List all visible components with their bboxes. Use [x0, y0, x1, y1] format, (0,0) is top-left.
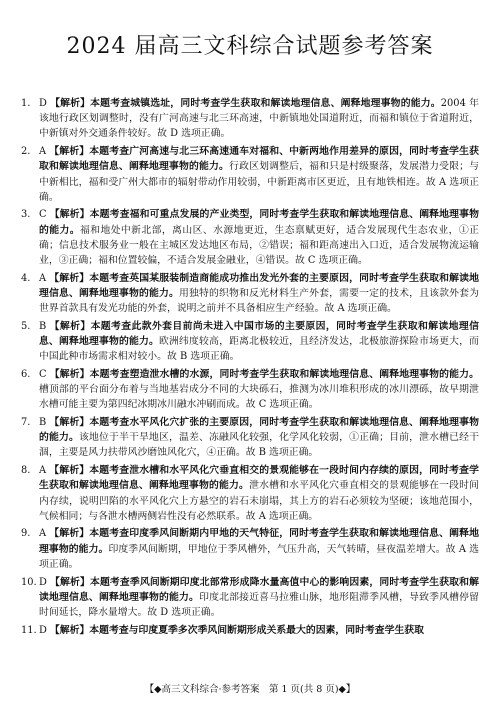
answer-number: 1.	[21, 98, 31, 109]
answer-number: 8.	[21, 465, 31, 477]
analysis-tag: 【解析】	[49, 320, 91, 332]
answer-number: 5.	[21, 320, 31, 332]
answer-choice: C	[39, 209, 47, 221]
analysis-lead: 本题考查城镇选址，同时考查学生获取和解读地理信息、阐释地理事物的能力。	[90, 98, 441, 109]
answer-choice: C	[39, 368, 47, 380]
analysis-lead: 本题考查英国某服装制造商能成功推出发光外套的主要原因，同时考查学生获取和解读地理信息、阐释地理事物的能力。	[39, 272, 479, 299]
analysis-lead: 本题考查水平风化穴扩张的主要原因，同时考查学生获取和解读地理信息、阐释地理事物的能力。	[39, 417, 479, 444]
analysis-lead: 本题考查季风间断期印度北部常形成降水量高值中心的影响因素，同时考查学生获取和解读地理信息、阐释地理事物的能力。	[39, 576, 479, 603]
analysis-body: 欧洲纬度较高，距离北极较近，且经济发达，北极旅游探险市场更大，而中国此种市场需求相对较小。故 B 选项正确。	[39, 336, 479, 363]
answer-choice: D	[39, 98, 47, 109]
answer-number: 4.	[21, 272, 31, 284]
answer-number: 10.	[21, 576, 37, 588]
answer-item	[21, 271, 479, 317]
page-footer: 【◆高三文科综合·参考答案 第 1 页(共 8 页)◆】	[144, 684, 356, 695]
answer-item	[21, 144, 479, 205]
analysis-body: 该地位于半干旱地区，温差、冻融风化较强，化学风化较弱，①正确；目前，泄水槽已经干涸，主要是风力扶带风沙磨蚀风化穴，④正确。故 B 选项正确。	[39, 432, 479, 459]
analysis-body: 行政区划调整后，福和只是村级聚落，发展潜力受限；与中新相比，福和受广州大都市的辐射带动作用较弱，中新距离市区更近，且有地铁相连。故 A 选项正确。	[39, 161, 479, 203]
answer-item	[21, 207, 479, 268]
answer-item	[21, 96, 479, 142]
analysis-tag: 【解析】	[49, 576, 90, 588]
answer-item	[21, 526, 479, 572]
answer-item	[21, 463, 479, 524]
analysis-tag: 【解析】	[49, 417, 90, 429]
analysis-tag: 【解析】	[49, 528, 90, 540]
analysis-body: 福和地处中新北部，离山区、水源地更近，生态禀赋更好，适合发展现代生态农业，①正确；信息技术服务业一般在主城区发达地区布局，②错误；福和距高速出入口近，适合发展物流运输业，③正确；福和位置较偏，不适合发展金融业，④错误。故 C 选项正确。	[39, 224, 479, 267]
analysis-body: 印度北部接近喜马拉雅山脉，地形阻滞季风槽，导致季风槽停留时间延长，降水量增大。故 D 选项正确。	[39, 591, 479, 618]
answer-choice: A	[39, 465, 47, 477]
page-title: 2024 届高三文科综合试题参考答案	[66, 34, 434, 59]
answer-number: 2.	[21, 146, 31, 158]
answer-choice: A	[39, 272, 47, 284]
answer-number: 11.	[21, 624, 37, 636]
analysis-lead: 本题考查福和可重点发展的产业类型，同时考查学生获取和解读地理信息、阐释地理事物的能力。	[39, 209, 479, 236]
analysis-body: 槽顶部的平台面分布着与当地基岩成分不同的大块砾石，推测为冰川堆积形成的冰川漂砾，故早期泄水槽可能主要为第四纪冰期冰川融水冲刷而成。故 C 选项正确。	[39, 384, 479, 411]
analysis-body: 印度季风间断期，甲地位于季风槽外，气压升高，天气转晴，昼夜温差增大。故 A 选项正确。	[39, 543, 479, 570]
analysis-lead: 本题考查塑造泄水槽的水源，同时考查学生获取和解读地理信息、阐释地理事物的能力。	[89, 368, 479, 380]
analysis-body: 泄水槽和水平风化穴垂直相交的景观能够在一段时间内存续，说明凹陷的水平风化穴上方悬空的岩石未崩塌，其上方的岩石必须较为坚硬；该地范围小，气候相同；与各泄水槽两侧岩性没有必然联系。故 A 选项正确。	[39, 480, 479, 522]
answer-choice: A	[39, 528, 47, 540]
answer-choice: B	[39, 417, 47, 429]
answer-item	[21, 319, 479, 365]
answer-choice: B	[39, 320, 47, 332]
answer-item	[21, 367, 479, 413]
analysis-tag: 【解析】	[49, 465, 90, 477]
analysis-tag: 【解析】	[49, 98, 91, 109]
analysis-lead: 本题考查与印度夏季多次季风间断期形成关系最大的因素，同时考查学生获取	[89, 624, 424, 636]
analysis-lead: 本题考查此款外套目前尚未进入中国市场的主要原因，同时考查学生获取和解读地理信息、阐释地理事物的能力。	[39, 320, 479, 348]
analysis-lead: 本题考查印度季风间断期内甲地的天气特征，同时考查学生获取和解读地理信息、阐释地理事物的能力。	[39, 528, 479, 555]
answer-number: 7.	[21, 417, 31, 429]
analysis-tag: 【解析】	[49, 624, 90, 636]
analysis-tag: 【解析】	[49, 272, 90, 284]
analysis-lead: 本题考查广河高速与北三环高速通车对福和、中新两地作用差异的原因，同时考查学生获取和解读地理信息、阐释地理事物的能力。	[39, 146, 479, 173]
analysis-tag: 【解析】	[49, 368, 90, 380]
answer-choice: D	[39, 624, 47, 636]
answer-choice: A	[39, 146, 47, 158]
analysis-tag: 【解析】	[49, 209, 90, 221]
analysis-tag: 【解析】	[49, 146, 90, 158]
answer-number: 9.	[21, 528, 31, 540]
analysis-lead: 本题考查泄水槽和水平风化穴垂直相交的景观能够在一段时间内存续的原因，同时考查学生获取和解读地理信息、阐释地理事物的能力。	[39, 465, 479, 492]
answer-item	[21, 623, 479, 638]
answer-item	[21, 415, 479, 461]
analysis-body: 用独特的织物和反光材料生产外套，需要一定的技术，且该款外套为世界首款具有发光功能的外套，说明之前并不具备相应生产经验。故 A 选项正确。	[39, 287, 479, 315]
analysis-body: 2004 年该地行政区划调整时，没有广河高速与北三环高速，中新镇地处国道附近，而福和镇位于省道附近，中新镇对外交通条件较好。故 D 选项正确。	[39, 98, 479, 140]
answer-item	[21, 575, 479, 621]
answer-list	[21, 96, 479, 640]
answer-choice: D	[39, 576, 47, 588]
answer-number: 3.	[21, 209, 31, 221]
answer-number: 6.	[21, 368, 31, 380]
